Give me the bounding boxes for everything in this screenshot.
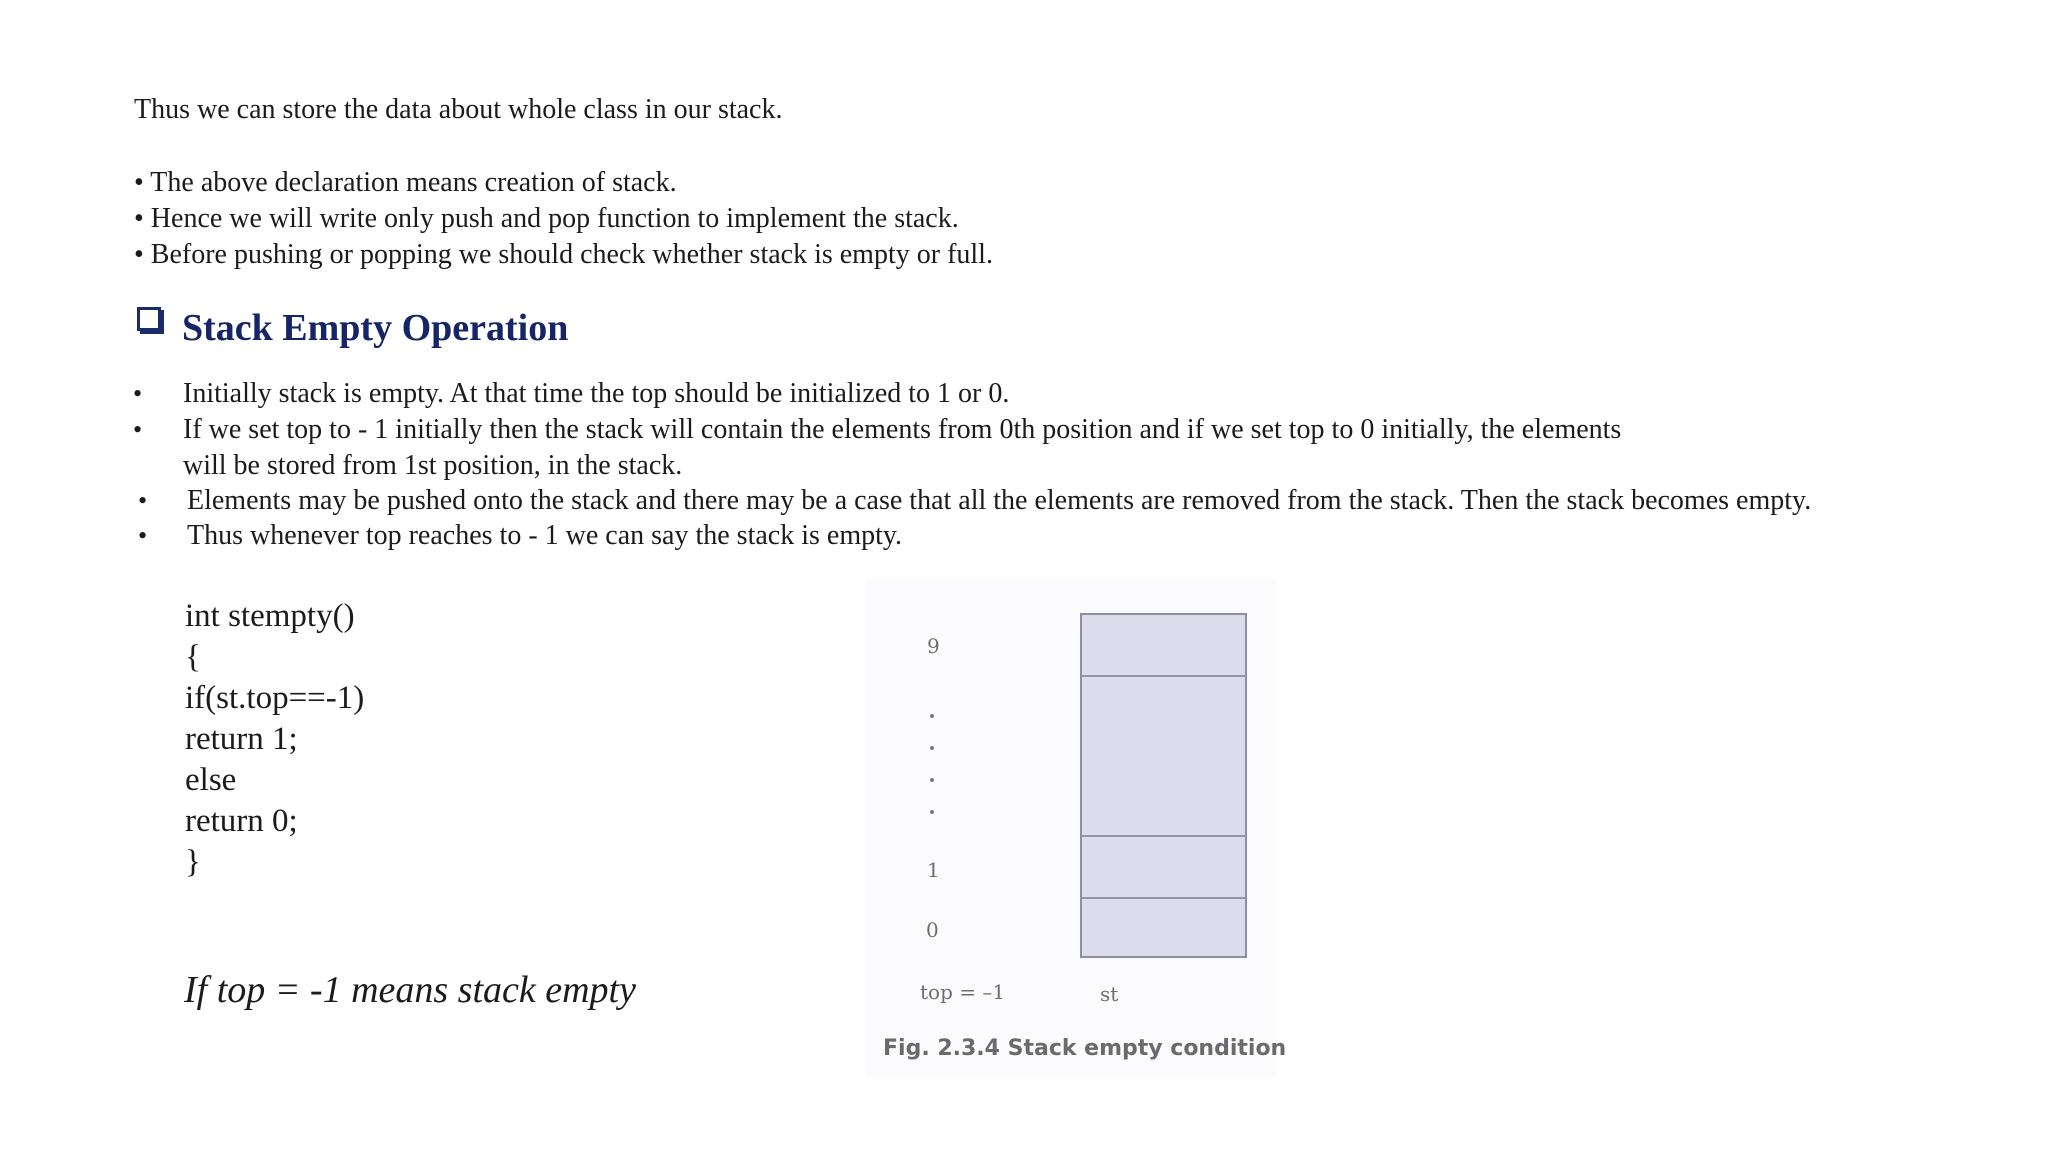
array-name-label: st	[1100, 982, 1119, 1006]
bullet-text: Elements may be pushed onto the stack and there may be a case that all the elements are removed from the stack. Then the stack becomes empty.	[187, 485, 1812, 516]
checkbox-bullet-icon	[137, 307, 161, 331]
stack-cell-divider	[1082, 675, 1245, 677]
section-heading: Stack Empty Operation	[182, 307, 569, 349]
stack-figure	[866, 578, 1287, 1078]
code-line: if(st.top==-1)	[185, 680, 365, 716]
code-line: int stempty()	[185, 598, 355, 634]
code-line: }	[185, 844, 201, 880]
index-label-9: 9	[927, 634, 940, 658]
stack-cell-divider	[1082, 835, 1245, 837]
bullet-text-continuation: will be stored from 1st position, in the stack.	[183, 450, 683, 481]
empty-condition-note: If top = -1 means stack empty	[184, 969, 636, 1011]
ellipsis-dot	[930, 778, 934, 782]
intro-text: Thus we can store the data about whole class in our stack.	[134, 94, 783, 125]
ellipsis-dot	[930, 714, 934, 718]
index-label-1: 1	[927, 858, 940, 882]
code-block	[185, 596, 364, 883]
index-label-0: 0	[926, 918, 939, 942]
bullet-text: If we set top to - 1 initially then the stack will contain the elements from 0th position and if we set top to 0 initially, the elements	[183, 414, 1622, 445]
ellipsis-dot	[930, 746, 934, 750]
point-item: • Hence we will write only push and pop function to implement the stack.	[134, 203, 959, 234]
stack-array-box	[1080, 613, 1247, 958]
point-item: • Before pushing or popping we should check whether stack is empty or full.	[134, 239, 993, 270]
bullet-icon: •	[138, 521, 148, 550]
figure-caption: Fig. 2.3.4 Stack empty condition	[883, 1036, 1287, 1061]
bullet-icon: •	[133, 415, 143, 444]
top-value-label: top = –1	[920, 980, 1006, 1004]
bullet-text: Thus whenever top reaches to - 1 we can say the stack is empty.	[187, 520, 903, 551]
code-line: else	[185, 762, 237, 798]
bullet-icon: •	[133, 379, 143, 408]
stack-cell-divider	[1082, 897, 1245, 899]
bullet-icon: •	[138, 486, 148, 515]
code-line: {	[185, 639, 201, 675]
code-line: return 0;	[185, 803, 298, 839]
ellipsis-dot	[930, 810, 934, 814]
point-item: • The above declaration means creation of stack.	[134, 167, 677, 198]
code-line: return 1;	[185, 721, 298, 757]
bullet-text: Initially stack is empty. At that time the top should be initialized to 1 or 0.	[183, 378, 1010, 409]
